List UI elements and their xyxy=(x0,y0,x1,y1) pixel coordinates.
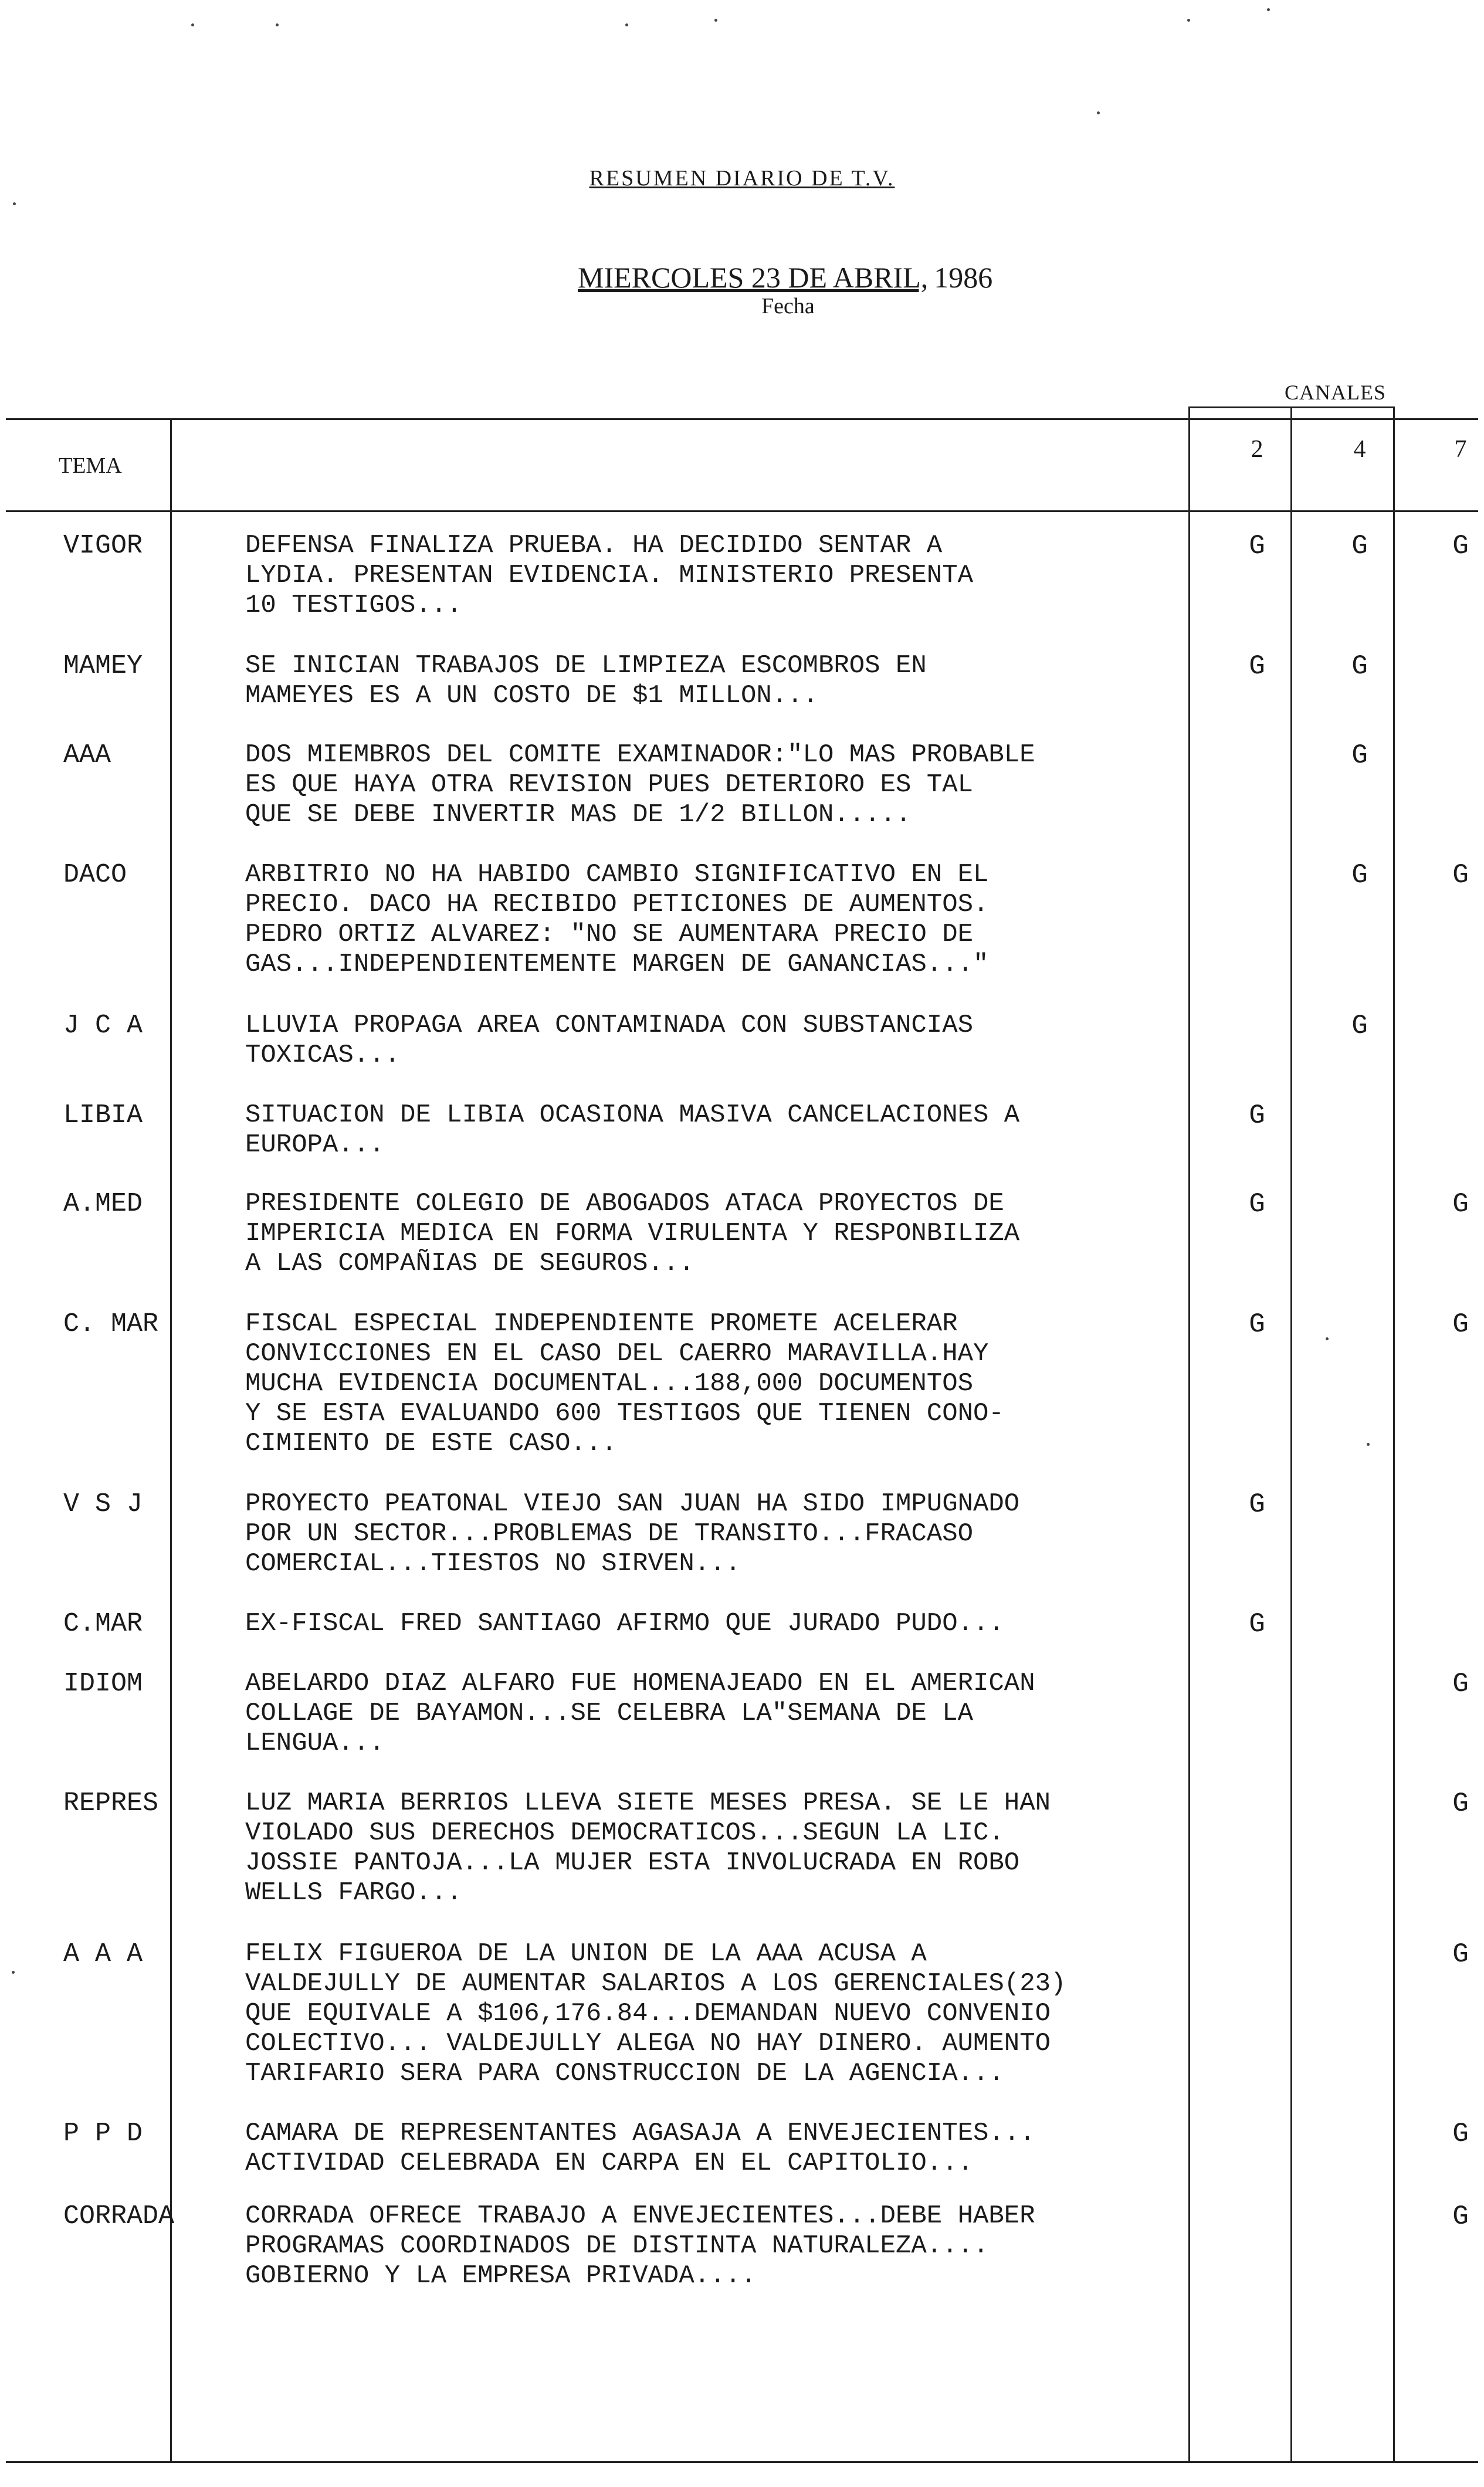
scan-speck xyxy=(1097,111,1100,114)
row-text: SE INICIAN TRABAJOS DE LIMPIEZA ESCOMBROS EN MAMEYES ES A UN COSTO DE $1 MILLON... xyxy=(245,651,927,710)
channel-7-mark: G xyxy=(1452,1189,1469,1219)
row-text: ABELARDO DIAZ ALFARO FUE HOMENAJEADO EN EL AMERICAN COLLAGE DE BAYAMON...SE CELEBRA LA"SEMANA DE LA LENGUA... xyxy=(245,1669,1035,1758)
channels-header: CANALES xyxy=(1285,381,1387,404)
channel-2-mark: G xyxy=(1249,531,1265,561)
channel-7-mark: G xyxy=(1452,1669,1469,1699)
document-title: RESUMEN DIARIO DE T.V. xyxy=(589,166,895,191)
channel-7-mark: G xyxy=(1452,1939,1469,1970)
scan-speck xyxy=(13,202,16,205)
row-text: DOS MIEMBROS DEL COMITE EXAMINADOR:"LO MAS PROBABLE ES QUE HAYA OTRA REVISION PUES DETERIORO ES TAL QUE SE DEBE INVERTIR MAS DE 1/2 BILLON..... xyxy=(245,740,1035,829)
channel-2-mark: G xyxy=(1249,1609,1265,1639)
scan-speck xyxy=(1187,19,1190,22)
scan-speck xyxy=(276,23,279,26)
channel-4-mark: G xyxy=(1351,531,1368,561)
channel-4-mark: G xyxy=(1351,1011,1368,1041)
row-topic: DACO xyxy=(63,860,127,890)
row-topic: A A A xyxy=(63,1939,143,1969)
row-topic: LIBIA xyxy=(63,1100,143,1130)
text-column-divider xyxy=(1188,406,1190,2461)
row-topic: VIGOR xyxy=(63,531,143,561)
scan-speck xyxy=(191,23,194,26)
row-text: SITUACION DE LIBIA OCASIONA MASIVA CANCELACIONES A EUROPA... xyxy=(245,1100,1020,1160)
channel-7-mark: G xyxy=(1452,860,1469,890)
channel-2-mark: G xyxy=(1249,1189,1265,1219)
scan-speck xyxy=(625,23,628,26)
row-text: CAMARA DE REPRESENTANTES AGASAJA A ENVEJECIENTES... ACTIVIDAD CELEBRADA EN CARPA EN EL CAPITOLIO... xyxy=(245,2119,1035,2178)
row-topic: P P D xyxy=(63,2119,143,2149)
document-date xyxy=(578,260,992,294)
row-topic: C. MAR xyxy=(63,1309,159,1339)
channel-2-mark: G xyxy=(1249,1100,1265,1131)
channel-4-header: 4 xyxy=(1353,436,1366,463)
table-top-rule xyxy=(6,418,1478,420)
channel-7-mark: G xyxy=(1452,2119,1469,2149)
channel-4-divider xyxy=(1393,406,1395,2461)
channel-4-mark: G xyxy=(1351,740,1368,771)
row-text: CORRADA OFRECE TRABAJO A ENVEJECIENTES...DEBE HABER PROGRAMAS COORDINADOS DE DISTINTA NATURALEZA.... GOBIERNO Y LA EMPRESA PRIVADA.... xyxy=(245,2201,1035,2291)
channel-2-mark: G xyxy=(1249,1489,1265,1520)
channel-7-mark: G xyxy=(1452,1309,1469,1340)
scan-speck xyxy=(1367,1443,1370,1446)
row-topic: V S J xyxy=(63,1489,143,1519)
row-text: LUZ MARIA BERRIOS LLEVA SIETE MESES PRESA. SE LE HAN VIOLADO SUS DERECHOS DEMOCRATICOS...SEGUN LA LIC. JOSSIE PANTOJA...LA MUJER ESTA INVOLUCRADA EN ROBO WELLS FARGO... xyxy=(245,1788,1051,1907)
channel-4-mark: G xyxy=(1351,651,1368,682)
channel-2-header: 2 xyxy=(1251,436,1263,463)
date-text: MIERCOLES 23 DE ABRIL, xyxy=(578,261,929,294)
row-topic: A.MED xyxy=(63,1189,143,1219)
row-topic: J C A xyxy=(63,1011,143,1041)
row-text: FISCAL ESPECIAL INDEPENDIENTE PROMETE ACELERAR CONVICCIONES EN EL CASO DEL CAERRO MARAVILLA.HAY MUCHA EVIDENCIA DOCUMENTAL...188,000 DOCUMENTOS Y SE ESTA EVALUANDO 600 TESTIGOS QUE TIENEN CONO- CIMIENTO DE ESTE CASO... xyxy=(245,1309,1004,1458)
date-year: 1986 xyxy=(934,261,993,294)
scan-speck xyxy=(714,19,717,22)
row-text: PRESIDENTE COLEGIO DE ABOGADOS ATACA PROYECTOS DE IMPERICIA MEDICA EN FORMA VIRULENTA Y RESPONBILIZA A LAS COMPAÑIAS DE SEGUROS... xyxy=(245,1189,1020,1278)
channel-4-mark: G xyxy=(1351,860,1368,890)
row-text: FELIX FIGUEROA DE LA UNION DE LA AAA ACUSA A VALDEJULLY DE AUMENTAR SALARIOS A LOS GERENCIALES(23) QUE EQUIVALE A $106,176.84...DEMANDAN NUEVO CONVENIO COLECTIVO... VALDEJULLY ALEGA NO HAY DINERO. AUMENTO TARIFARIO SERA PARA CONSTRUCCION DE LA AGENCIA... xyxy=(245,1939,1066,2088)
header-bottom-rule xyxy=(6,510,1478,512)
channel-2-mark: G xyxy=(1249,1309,1265,1340)
row-text: LLUVIA PROPAGA AREA CONTAMINADA CON SUBSTANCIAS TOXICAS... xyxy=(245,1011,974,1070)
row-text: EX-FISCAL FRED SANTIAGO AFIRMO QUE JURADO PUDO... xyxy=(245,1609,1004,1638)
scan-speck xyxy=(12,1971,15,1974)
channel-2-mark: G xyxy=(1249,651,1265,682)
row-topic: C.MAR xyxy=(63,1609,143,1639)
channel-2-divider xyxy=(1290,406,1292,2461)
channels-top-rule xyxy=(1190,406,1395,408)
scan-speck xyxy=(1267,8,1270,11)
channel-7-header: 7 xyxy=(1454,436,1467,463)
table-bottom-rule xyxy=(6,2461,1478,2463)
row-topic: MAMEY xyxy=(63,651,143,681)
row-topic: AAA xyxy=(63,740,111,770)
row-text: ARBITRIO NO HA HABIDO CAMBIO SIGNIFICATIVO EN EL PRECIO. DACO HA RECIBIDO PETICIONES DE AUMENTOS. PEDRO ORTIZ ALVAREZ: "NO SE AUMENTARA PRECIO DE GAS...INDEPENDIENTEMENTE MARGEN DE GANANCIAS..." xyxy=(245,860,989,979)
channel-7-mark: G xyxy=(1452,1788,1469,1819)
channel-7-mark: G xyxy=(1452,2201,1469,2232)
row-topic: IDIOM xyxy=(63,1669,143,1699)
row-topic: CORRADA xyxy=(63,2201,175,2231)
row-topic: REPRES xyxy=(63,1788,159,1818)
scan-speck xyxy=(1326,1337,1329,1340)
row-text: DEFENSA FINALIZA PRUEBA. HA DECIDIDO SENTAR A LYDIA. PRESENTAN EVIDENCIA. MINISTERIO PRESENTA 10 TESTIGOS... xyxy=(245,531,974,620)
topic-column-header: TEMA xyxy=(59,453,122,478)
channel-7-mark: G xyxy=(1452,531,1469,561)
row-text: PROYECTO PEATONAL VIEJO SAN JUAN HA SIDO IMPUGNADO POR UN SECTOR...PROBLEMAS DE TRANSITO...FRACASO COMERCIAL...TIESTOS NO SIRVEN... xyxy=(245,1489,1020,1578)
date-caption: Fecha xyxy=(761,294,815,319)
topic-column-divider xyxy=(170,418,172,2461)
